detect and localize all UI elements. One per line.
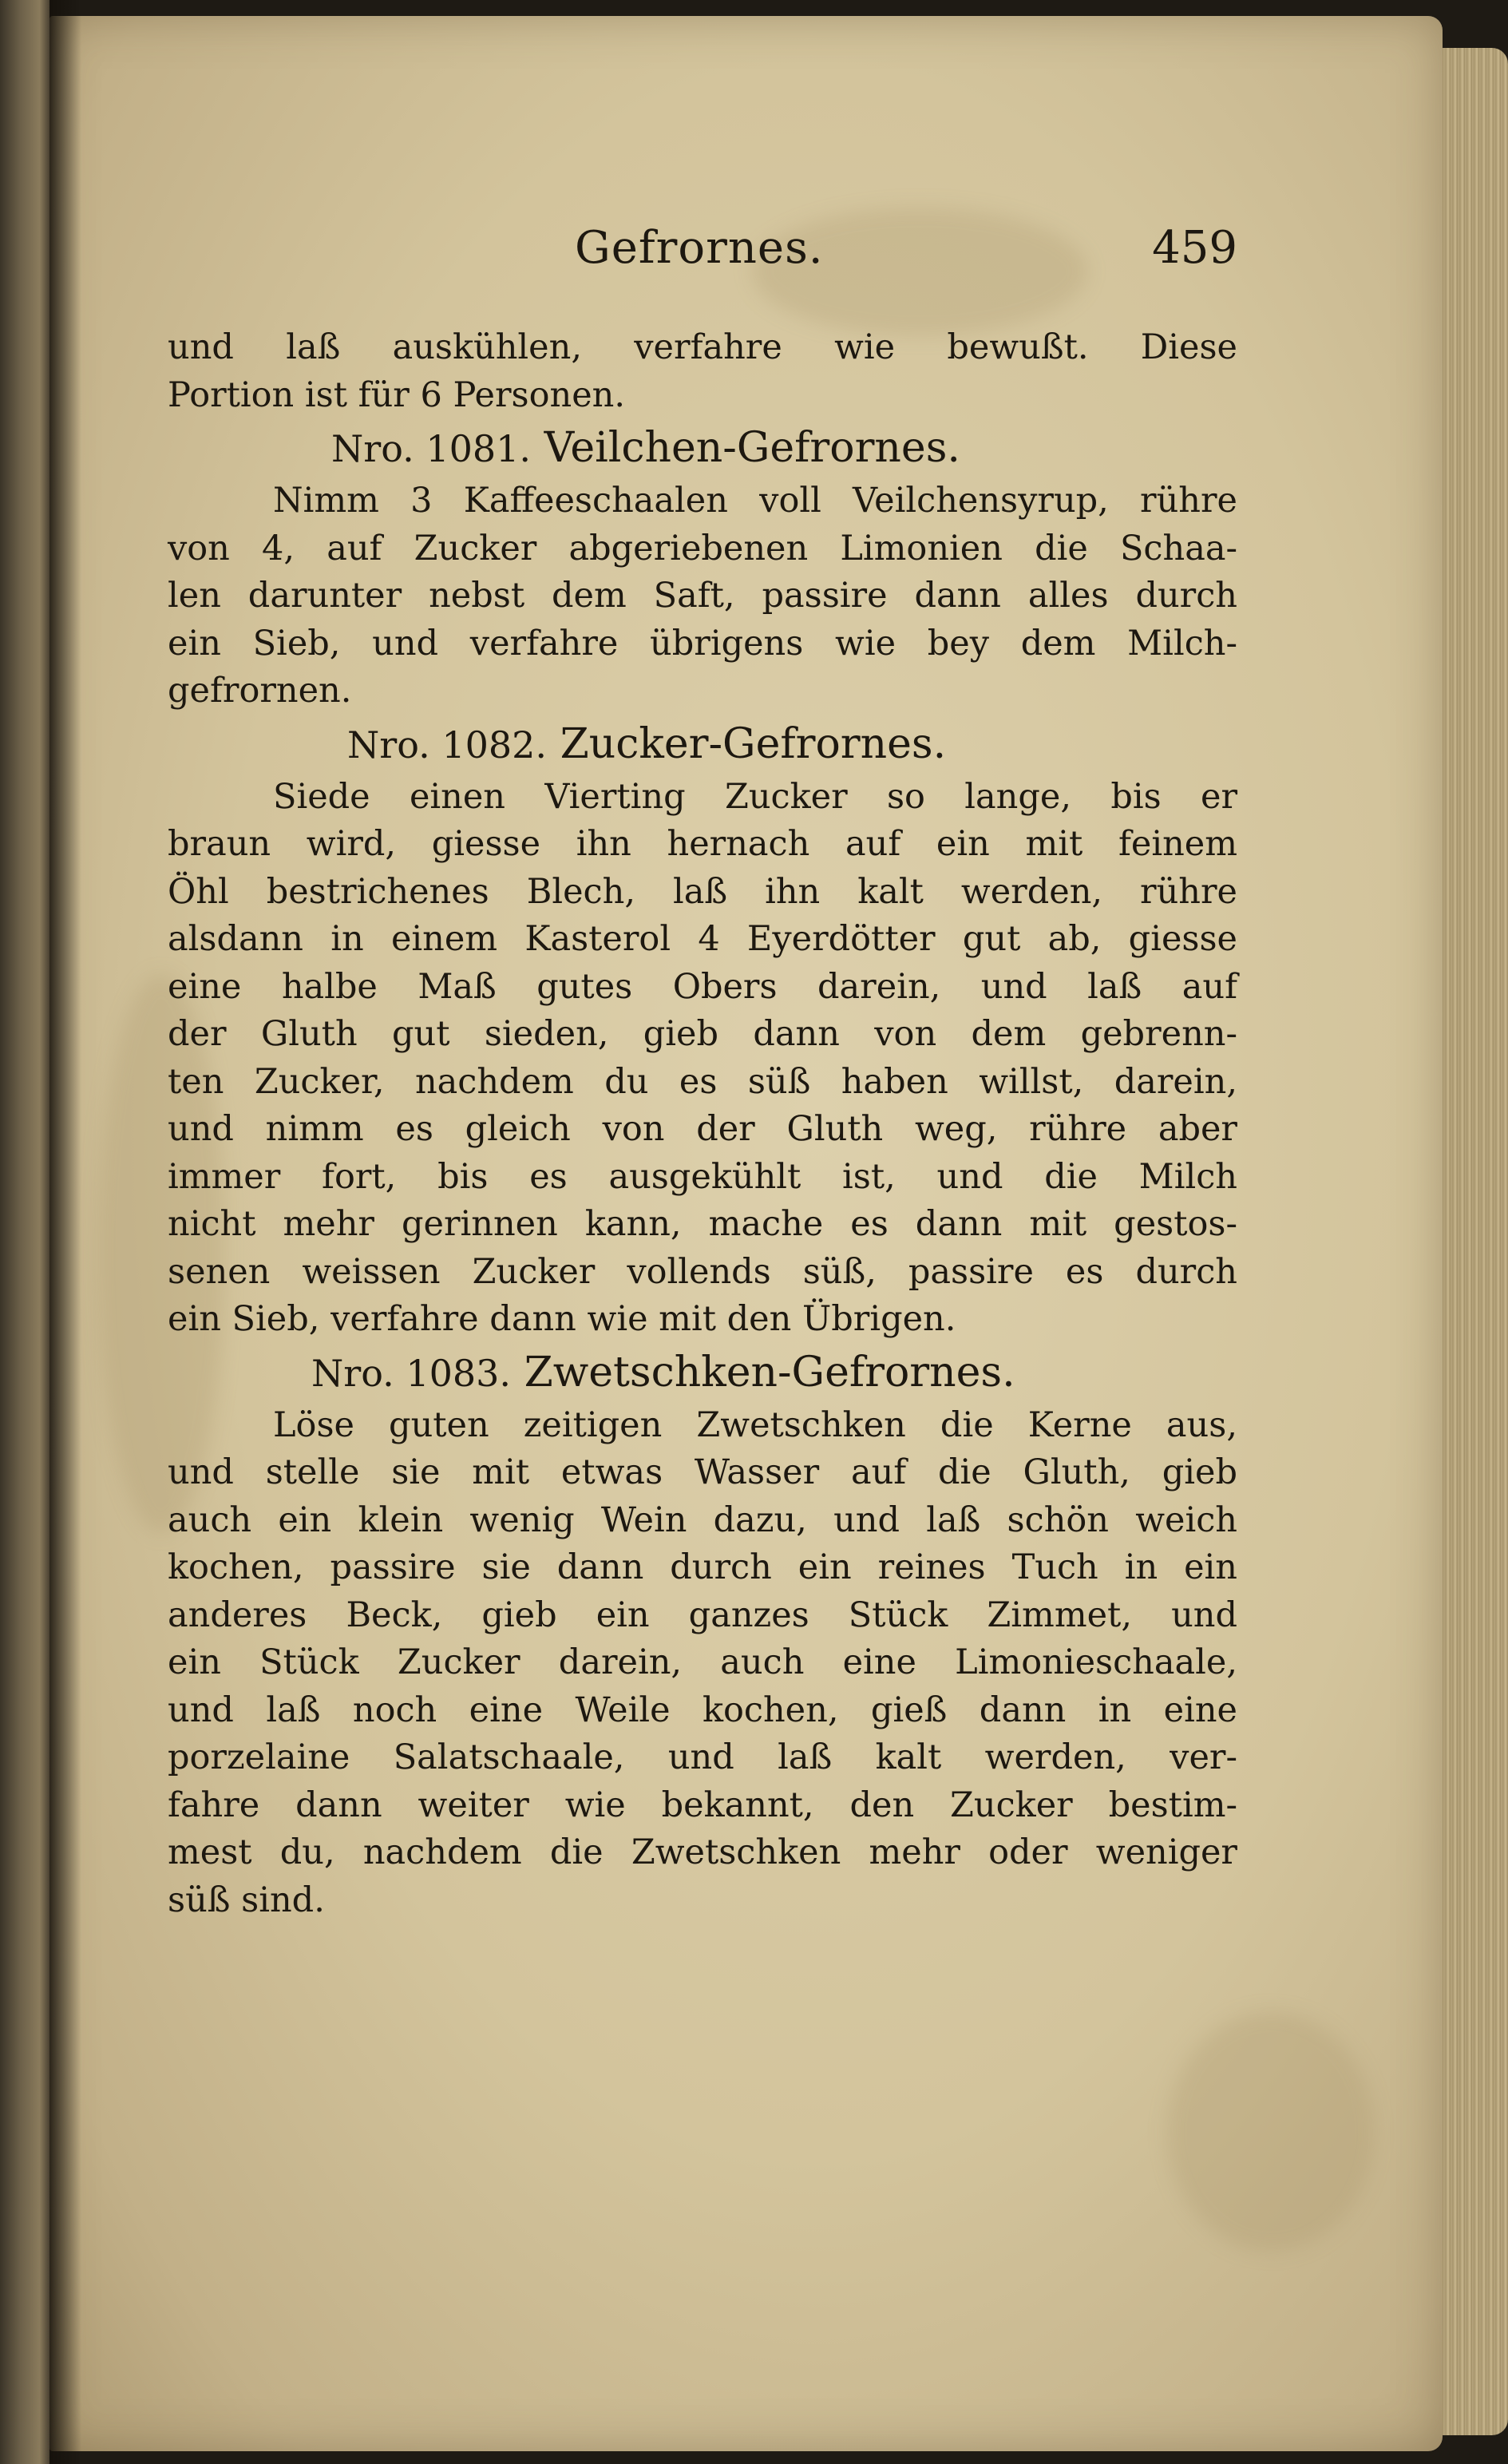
text-line: braun wird, giesse ihn hernach auf ein mit feinem [168, 824, 1237, 864]
recipe-number: Nro. 1083. [311, 1351, 512, 1395]
recipe-title: Zwetschken-Gefrornes. [524, 1348, 1015, 1396]
recipe-heading [168, 1345, 1237, 1400]
recipe-title: Zucker-Gefrornes. [560, 719, 947, 768]
recipe-number: Nro. 1081. [331, 427, 532, 470]
text-line: und stelle sie mit etwas Wasser auf die Gluth, gieb [168, 1452, 1237, 1492]
paper-stain [1167, 2012, 1375, 2252]
text-line: Nimm 3 Kaffeeschaalen voll Veilchensyrup, rühre [273, 481, 1237, 521]
book-gutter-shadow [49, 0, 81, 2464]
facing-page-edge [0, 0, 49, 2464]
recipe-1081 [168, 421, 1237, 715]
text-line: alsdann in einem Kasterol 4 Eyerdötter gut ab, giesse [168, 919, 1237, 959]
text-line: süß sind. [168, 1880, 325, 1920]
text-line: auch ein klein wenig Wein dazu, und laß schön weich [168, 1499, 1237, 1540]
running-title: Gefrornes. [575, 222, 824, 274]
text-line: Löse guten zeitigen Zwetschken die Kerne aus, [273, 1404, 1237, 1445]
text-line: und laß noch eine Weile kochen, gieß dann in eine [168, 1690, 1237, 1730]
text-line: ein Sieb, und verfahre übrigens wie bey dem Milch- [168, 623, 1237, 664]
text-line: Siede einen Vierting Zucker so lange, bis er [273, 776, 1237, 817]
recipe-title: Veilchen-Gefrornes. [544, 424, 960, 472]
text-line: senen weissen Zucker vollends süß, passire es durch [168, 1251, 1237, 1292]
recipe-1083 [168, 1345, 1237, 1925]
text-line: anderes Beck, gieb ein ganzes Stück Zimmet, und [168, 1594, 1237, 1635]
text-line: Öhl bestrichenes Blech, laß ihn kalt werden, rühre [168, 871, 1237, 912]
recipe-heading [168, 421, 1237, 476]
text-line: ein Stück Zucker darein, auch eine Limonieschaale, [168, 1642, 1237, 1682]
intro-paragraph [168, 324, 1237, 419]
text-line: Portion ist für 6 Personen. [168, 374, 626, 415]
text-line: ein Sieb, verfahre dann wie mit den Übrigen. [168, 1299, 956, 1339]
text-line: porzelaine Salatschaale, und laß kalt werden, ver- [168, 1737, 1237, 1777]
text-line: eine halbe Maß gutes Obers darein, und laß auf [168, 966, 1237, 1007]
text-line: mest du, nachdem die Zwetschken mehr oder weniger [168, 1832, 1237, 1872]
recipe-heading [168, 717, 1237, 772]
text-line: len darunter nebst dem Saft, passire dann alles durch [168, 576, 1237, 616]
text-line: von 4, auf Zucker abgeriebenen Limonien die Schaa- [168, 528, 1237, 568]
page-edge-stack [1436, 48, 1508, 2435]
text-line: ten Zucker, nachdem du es süß haben willst, darein, [168, 1061, 1237, 1102]
recipe-1082 [168, 717, 1237, 1344]
text-line: und laß auskühlen, verfahre wie bewußt. Diese [168, 327, 1237, 367]
text-line: und nimm es gleich von der Gluth weg, rühre aber [168, 1109, 1237, 1149]
text-line: der Gluth gut sieden, gieb dann von dem gebrenn- [168, 1014, 1237, 1054]
page-number: 459 [1152, 222, 1237, 274]
running-head [168, 214, 1237, 294]
text-line: nicht mehr gerinnen kann, mache es dann mit gestos- [168, 1204, 1237, 1244]
text-line: immer fort, bis es ausgekühlt ist, und die Milch [168, 1156, 1237, 1197]
text-line: kochen, passire sie dann durch ein reines Tuch in ein [168, 1547, 1237, 1587]
recipe-number: Nro. 1082. [347, 723, 548, 767]
text-line: gefrornen. [168, 671, 352, 711]
page-text-block [168, 214, 1237, 1924]
text-line: fahre dann weiter wie bekannt, den Zucker bestim- [168, 1785, 1237, 1825]
